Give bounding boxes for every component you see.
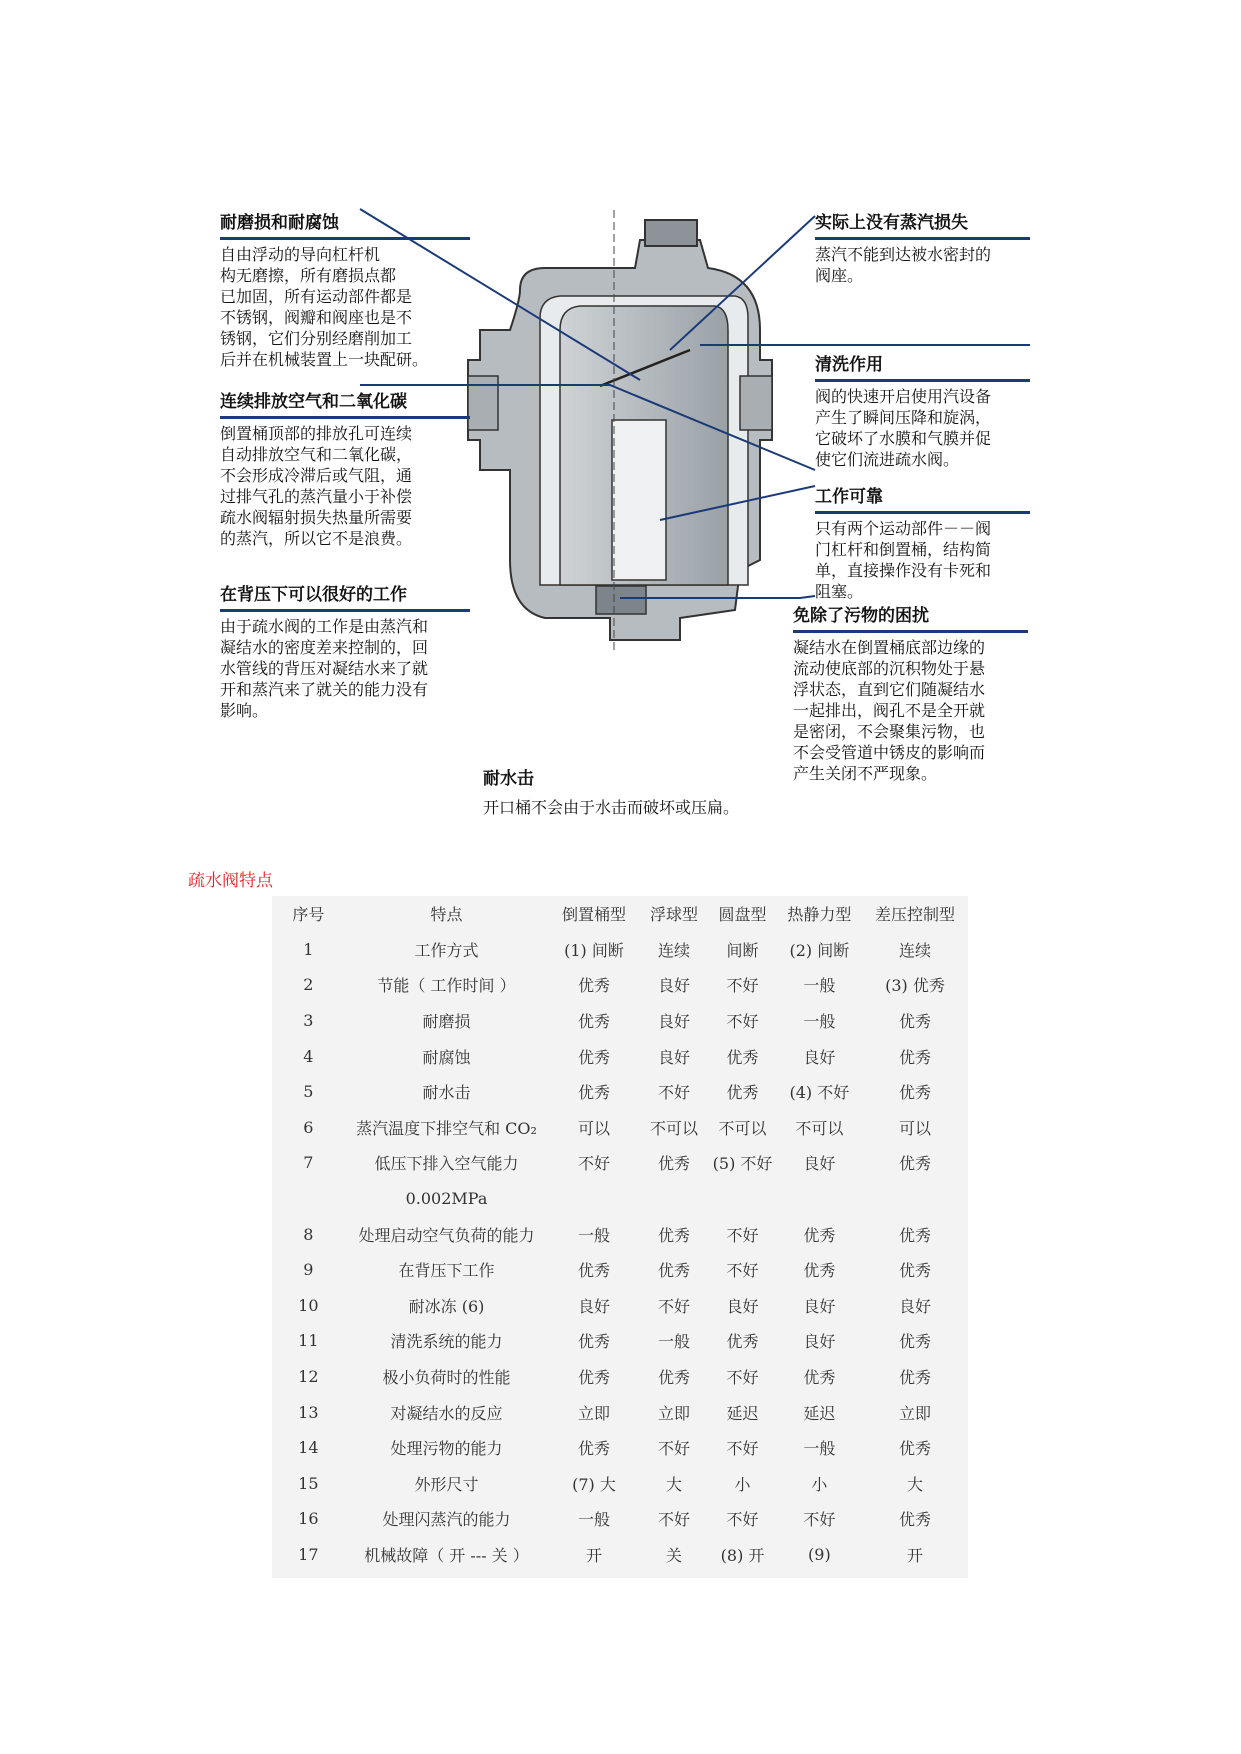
table-cell: 不好 xyxy=(657,1296,690,1316)
callout-text: 倒置桶顶部的排放孔可连续 自动排放空气和二氧化碳， 不会形成冷滞后或气阻，通 过排气孔的蒸汽量小于补偿 疏水阀辐射损失热量所需要 的蒸汽，所以它不是浪费。 xyxy=(220,424,413,548)
table-cell: 0.002MPa xyxy=(405,1189,488,1209)
table-cell: 耐磨损 xyxy=(422,1012,471,1032)
table-cell: 不好 xyxy=(657,1439,690,1459)
table-row xyxy=(272,1394,968,1430)
table-cell xyxy=(862,1181,968,1217)
callout-text: 开口桶不会由于水击而破坏或压扁。 xyxy=(483,798,740,817)
table-cell: 立即 xyxy=(898,1403,931,1423)
table-cell: 4 xyxy=(303,1046,314,1066)
callout-title: 清洗作用 xyxy=(815,355,883,375)
table-cell: 优秀 xyxy=(577,1439,610,1459)
table-cell: 外形尺寸 xyxy=(414,1474,479,1494)
table-cell: 12 xyxy=(298,1367,319,1387)
table-cell: 优秀 xyxy=(898,1439,931,1459)
table-cell: 开 xyxy=(585,1545,602,1565)
table-cell: 良好 xyxy=(803,1332,836,1352)
table-cell xyxy=(777,1181,862,1217)
callout-text: 蒸汽不能到达被水密封的 阀座。 xyxy=(815,245,992,285)
table-cell: 立即 xyxy=(577,1403,610,1423)
table-cell: 13 xyxy=(298,1402,319,1422)
table-cell: (1) 间断 xyxy=(564,940,624,960)
table-cell: 清洗系统的能力 xyxy=(390,1332,503,1352)
table-cell: 良好 xyxy=(577,1296,610,1316)
callout-rule xyxy=(220,609,470,612)
table-cell: 优秀 xyxy=(898,1368,931,1388)
table-cell: 优秀 xyxy=(898,1012,931,1032)
table-cell: 连续 xyxy=(898,940,931,960)
callout-text: 只有两个运动部件－－阀 门杠杆和倒置桶，结构简 单，直接操作没有卡死和 阻塞。 xyxy=(815,519,992,601)
callout-title: 耐水击 xyxy=(483,769,534,789)
callout-rule xyxy=(220,237,470,240)
callout-rule xyxy=(815,379,1030,382)
table-row xyxy=(272,967,968,1003)
table-cell: 优秀 xyxy=(657,1368,690,1388)
table-cell: 立即 xyxy=(657,1403,690,1423)
callout-rule xyxy=(815,511,1030,514)
table-cell: 优秀 xyxy=(577,1012,610,1032)
section-title: 疏水阀特点 xyxy=(188,871,273,891)
table-cell: 6 xyxy=(303,1117,314,1137)
table-cell xyxy=(640,1181,709,1217)
table-cell: 一般 xyxy=(803,1439,836,1459)
callout-title: 在背压下可以很好的工作 xyxy=(220,585,407,605)
callout-wear xyxy=(220,212,470,370)
table-cell: 耐冰冻 (6) xyxy=(408,1296,485,1316)
table-cell: 优秀 xyxy=(803,1261,836,1281)
table-cell: 处理闪蒸汽的能力 xyxy=(382,1510,511,1530)
table-cell: 优秀 xyxy=(577,1368,610,1388)
table-cell: 不好 xyxy=(726,1012,759,1032)
table-cell: 优秀 xyxy=(577,1083,610,1103)
table-cell: 一般 xyxy=(803,976,836,996)
table-cell: 优秀 xyxy=(726,1083,759,1103)
table-cell: 处理污物的能力 xyxy=(390,1439,503,1459)
table-cell: 优秀 xyxy=(898,1154,931,1174)
table-cell: 连续 xyxy=(657,940,690,960)
table-cell: 不好 xyxy=(726,1510,759,1530)
table-row xyxy=(272,1537,968,1573)
table-cell: 蒸汽温度下排空气和 CO₂ xyxy=(356,1118,537,1138)
table-cell: 节能（ 工作时间 ） xyxy=(377,976,516,996)
header-cell: 特点 xyxy=(430,905,463,925)
callout-reliable xyxy=(815,486,1030,602)
header-cell: 热静力型 xyxy=(787,905,852,925)
table-cell: 耐腐蚀 xyxy=(422,1047,471,1067)
table-cell xyxy=(272,1181,345,1217)
table-cell: 处理启动空气负荷的能力 xyxy=(358,1225,535,1245)
table-cell: 不可以 xyxy=(718,1118,767,1138)
table-cell: 优秀 xyxy=(898,1225,931,1245)
table-row xyxy=(272,1252,968,1288)
table-cell: 优秀 xyxy=(577,976,610,996)
table-cell xyxy=(548,1181,639,1217)
callout-title: 耐磨损和耐腐蚀 xyxy=(220,213,339,233)
table-row xyxy=(272,1181,968,1217)
table-cell: 17 xyxy=(298,1544,319,1564)
table-row xyxy=(272,1003,968,1039)
table-cell: 大 xyxy=(665,1474,682,1494)
table-cell: 小 xyxy=(811,1474,828,1494)
table-cell: (4) 不好 xyxy=(789,1083,850,1103)
table-cell: 一般 xyxy=(577,1510,610,1530)
table-row xyxy=(272,1145,968,1181)
callout-hammer xyxy=(483,768,803,818)
valve-cap xyxy=(645,220,697,246)
header-cell: 浮球型 xyxy=(649,905,698,925)
table-cell: 优秀 xyxy=(898,1332,931,1352)
table-cell: 优秀 xyxy=(577,1332,610,1352)
callout-rule xyxy=(815,237,1030,240)
table-cell: 7 xyxy=(303,1153,314,1173)
table-cell: 不可以 xyxy=(795,1118,844,1138)
table-cell: 不好 xyxy=(803,1510,836,1530)
table-row xyxy=(272,1074,968,1110)
table-row xyxy=(272,1359,968,1395)
table-cell: 不好 xyxy=(726,1261,759,1281)
table-cell: 优秀 xyxy=(898,1261,931,1281)
header-cell: 圆盘型 xyxy=(718,905,767,925)
table-cell: 优秀 xyxy=(657,1261,690,1281)
table-cell: 良好 xyxy=(898,1296,931,1316)
table-row xyxy=(272,1430,968,1466)
table-cell: 极小负荷时的性能 xyxy=(382,1368,511,1388)
table-cell: 2 xyxy=(303,975,314,995)
table-cell: 优秀 xyxy=(726,1332,759,1352)
table-cell: 3 xyxy=(303,1011,314,1031)
table-cell: 9 xyxy=(303,1260,314,1280)
table-cell: 16 xyxy=(298,1509,319,1529)
inverted-bucket-trap-illustration xyxy=(0,0,1241,840)
table-cell: 可以 xyxy=(577,1118,610,1138)
table-cell: 优秀 xyxy=(898,1510,931,1530)
table-cell: 延迟 xyxy=(726,1403,759,1423)
table-cell: 工作方式 xyxy=(414,940,479,960)
table-cell: 良好 xyxy=(803,1296,836,1316)
table-cell: 一般 xyxy=(657,1332,690,1352)
table-cell: 不好 xyxy=(726,1368,759,1388)
callout-text: 由于疏水阀的工作是由蒸汽和 凝结水的密度差来控制的，回 水管线的背压对凝结水来了就 开和蒸汽来了就关的能力没有 影响。 xyxy=(220,617,429,720)
callout-text: 凝结水在倒置桶底部边缘的 流动使底部的沉积物处于悬 浮状态，直到它们随凝结水 一起排出，阀孔不是全开就 是密闭，不会聚集污物，也 不会受管道中锈皮的影响而 产生关闭不严现象。 xyxy=(793,638,986,783)
table-cell: 不好 xyxy=(657,1083,690,1103)
table-cell: 10 xyxy=(298,1295,319,1315)
table-cell: 间断 xyxy=(726,940,759,960)
table-cell: 不好 xyxy=(726,976,759,996)
features-table-container xyxy=(272,896,968,1578)
table-cell: 良好 xyxy=(657,1012,690,1032)
table-cell: 1 xyxy=(303,939,314,959)
table-header-row xyxy=(272,896,968,932)
table-cell: 优秀 xyxy=(577,1047,610,1067)
table-cell: 不可以 xyxy=(649,1118,698,1138)
table-cell: 优秀 xyxy=(898,1047,931,1067)
table-cell: 优秀 xyxy=(577,1261,610,1281)
table-row xyxy=(272,1501,968,1537)
table-cell: 机械故障（ 开 --- 关 ） xyxy=(364,1545,529,1565)
table-cell: (7) 大 xyxy=(572,1474,616,1494)
table-cell: 低压下排入空气能力 xyxy=(374,1154,519,1174)
table-row xyxy=(272,1288,968,1324)
table-cell: 良好 xyxy=(657,1047,690,1067)
table-row xyxy=(272,932,968,968)
table-cell: 5 xyxy=(303,1082,314,1102)
table-row xyxy=(272,1466,968,1502)
table-cell: 对凝结水的反应 xyxy=(390,1403,503,1423)
table-row xyxy=(272,1038,968,1074)
table-cell: 良好 xyxy=(726,1296,759,1316)
features-table xyxy=(272,896,968,1572)
table-cell: 良好 xyxy=(803,1154,836,1174)
table-cell: 优秀 xyxy=(803,1225,836,1245)
table-cell: 优秀 xyxy=(657,1154,690,1174)
table-cell: (9) xyxy=(808,1544,831,1564)
table-cell: 11 xyxy=(298,1331,319,1351)
callout-cleaning xyxy=(815,354,1030,470)
table-cell: 不好 xyxy=(577,1154,610,1174)
table-cell: (3) 优秀 xyxy=(885,976,945,996)
table-cell: (8) 开 xyxy=(720,1545,765,1565)
table-cell: 良好 xyxy=(657,976,690,996)
outlet-port xyxy=(740,376,772,430)
trap-diagram-figure xyxy=(0,0,1241,840)
table-row xyxy=(272,1110,968,1146)
callout-title: 连续排放空气和二氧化碳 xyxy=(220,392,407,412)
table-cell: 一般 xyxy=(803,1012,836,1032)
table-cell: 延迟 xyxy=(803,1403,836,1423)
table-row xyxy=(272,1216,968,1252)
table-cell: 优秀 xyxy=(803,1368,836,1388)
table-cell: 一般 xyxy=(577,1225,610,1245)
table-cell: 优秀 xyxy=(898,1083,931,1103)
header-cell: 倒置桶型 xyxy=(561,905,626,925)
header-cell: 序号 xyxy=(292,905,325,925)
table-cell: 8 xyxy=(303,1224,314,1244)
table-cell: 耐水击 xyxy=(422,1083,471,1103)
table-row xyxy=(272,1323,968,1359)
table-cell: 大 xyxy=(906,1474,923,1494)
bottom-orifice xyxy=(596,586,646,614)
table-cell: 不好 xyxy=(726,1439,759,1459)
callout-text: 自由浮动的导向杠杆机 构无磨擦，所有磨损点都 已加固，所有运动部件都是 不锈钢，阀瓣和阀座也是不 锈钢，它们分别经磨削加工 后并在机械装置上一块配研。 xyxy=(220,245,429,369)
table-cell: 15 xyxy=(298,1473,319,1493)
callout-noloss xyxy=(815,212,1030,286)
table-cell: (2) 间断 xyxy=(789,940,850,960)
table-cell: 优秀 xyxy=(657,1225,690,1245)
table-cell: 良好 xyxy=(803,1047,836,1067)
callout-vent xyxy=(220,391,470,549)
header-cell: 差压控制型 xyxy=(874,905,955,925)
table-cell: 可以 xyxy=(898,1118,931,1138)
callout-backpressure xyxy=(220,584,470,721)
table-cell xyxy=(708,1181,777,1217)
callout-title: 免除了污物的困扰 xyxy=(793,606,929,626)
table-cell: 不好 xyxy=(657,1510,690,1530)
callout-text: 阀的快速开启使用汽设备 产生了瞬间压降和旋涡， 它破坏了水膜和气膜并促 使它们流进疏水阀。 xyxy=(815,387,992,469)
table-cell: 不好 xyxy=(726,1225,759,1245)
callout-title: 工作可靠 xyxy=(815,487,883,507)
inlet-tube xyxy=(612,420,666,580)
callout-title: 实际上没有蒸汽损失 xyxy=(815,213,968,233)
table-cell: 在背压下工作 xyxy=(398,1261,495,1281)
table-cell: (5) 不好 xyxy=(712,1154,773,1174)
table-cell: 优秀 xyxy=(726,1047,759,1067)
callout-rule xyxy=(220,416,470,419)
table-cell: 14 xyxy=(298,1438,319,1458)
table-cell: 开 xyxy=(906,1545,923,1565)
table-cell: 关 xyxy=(665,1545,682,1565)
callout-dirt xyxy=(793,605,1028,784)
callout-rule xyxy=(793,630,1028,633)
table-cell: 小 xyxy=(734,1474,751,1494)
